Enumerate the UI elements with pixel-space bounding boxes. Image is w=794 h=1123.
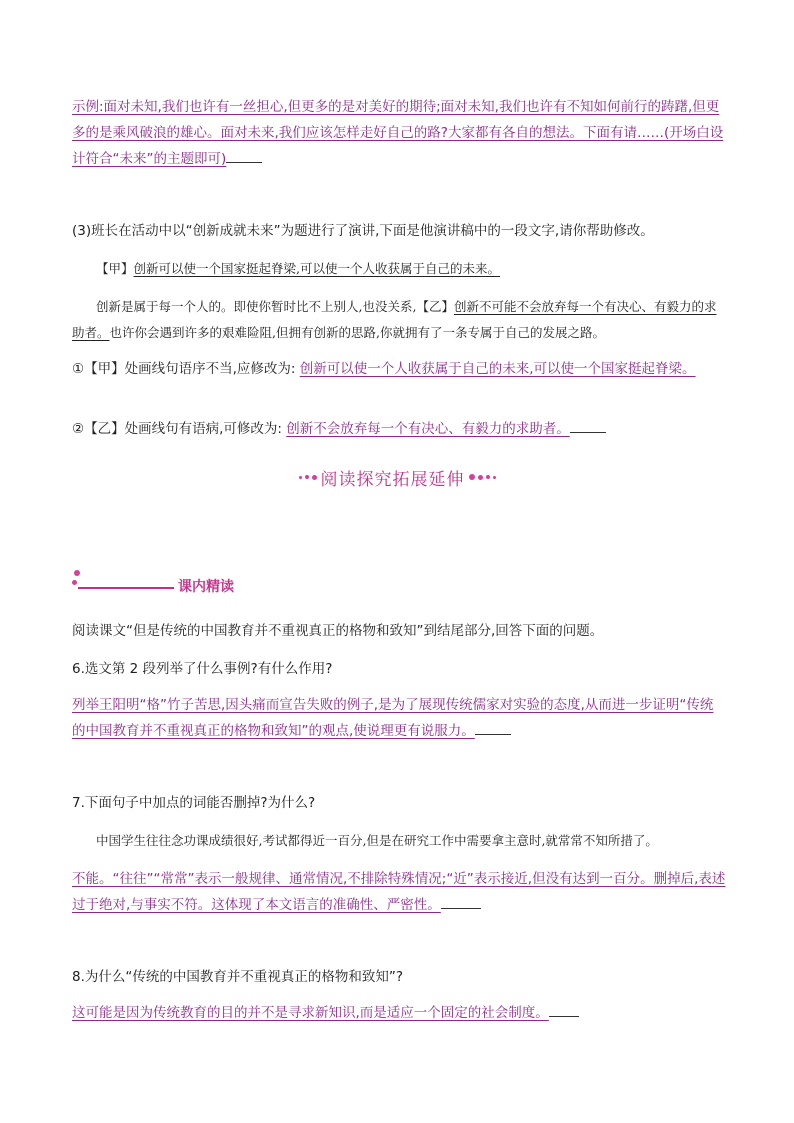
section-title: 课内精读	[178, 579, 234, 595]
q6-answer-text: 列举王阳明“格”竹子苦思,因头痛而宣告失败的例子,是为了展现传统儒家对实验的态度,从而进一步证明“传统的中国教育并不重视真正的格物和致知”的观点,使说理更有说服力。	[72, 697, 714, 739]
reading-intro: 阅读课文“但是传统的中国教育并不重视真正的格物和致知”到结尾部分,回答下面的问题。	[72, 623, 604, 639]
sub2-label: ②【乙】处画线句有语病,可修改为:	[72, 421, 282, 437]
answer-blank-line	[475, 718, 511, 735]
paragraph-start: 创新是属于每一个人的。即使你暂时比不上别人,也没关系,	[96, 299, 417, 314]
example-answer	[72, 94, 726, 172]
answer-blank-line	[549, 1000, 579, 1017]
yi-mark: 【乙】	[416, 299, 454, 314]
q6-answer	[72, 692, 726, 744]
q3-jia-sentence	[72, 256, 726, 282]
sub1-label: ①【甲】处画线句语序不当,应修改为:	[72, 361, 296, 377]
section-banner	[282, 462, 512, 492]
answer-blank-line	[441, 892, 481, 909]
q8-answer-text: 这可能是因为传统教育的目的并不是寻求新知识,而是适应一个固定的社会制度。	[72, 1005, 549, 1021]
q3-sub1	[72, 356, 726, 382]
banner-dots-right-icon	[469, 474, 496, 480]
answer-blank-line	[570, 416, 606, 433]
answer-blank-line	[226, 146, 262, 163]
example-answer-text: 示例:面对未知,我们也许有一丝担心,但更多的是对美好的期待;面对未知,我们也许有不知如何前行的踌躇,但更多的是乘风破浪的雄心。面对未来,我们应该怎样走好自己的路?大家都有各自的想法。下面有请……(开场白设计符合“未来”的主题即可)	[72, 99, 724, 167]
q3-paragraph	[72, 294, 726, 346]
banner-dots-left-icon	[299, 475, 317, 480]
q7-answer	[72, 866, 726, 918]
section-header	[72, 570, 372, 606]
q6-question: 6.选文第 2 段列举了什么事例?有什么作用?	[72, 661, 333, 677]
section-dot-icon	[74, 570, 80, 576]
banner-title: 阅读探究拓展延伸	[320, 469, 465, 490]
q3-sub2	[72, 416, 726, 442]
yi-underlined-sentence: 创新不可能不会放弃每一个有决心、有毅力的求助者。	[72, 299, 717, 340]
q3-prompt: (3)班长在活动中以“创新成就未来”为题进行了演讲,下面是他演讲稿中的一段文字,请你帮助修改。	[72, 223, 654, 239]
q7-quote: 中国学生往往念功课成绩很好,考试都得近一百分,但是在研究工作中需要拿主意时,就常常不知所措了。	[96, 833, 658, 848]
q8-question: 8.为什么“传统的中国教育并不重视真正的格物和致知”?	[72, 969, 404, 985]
jia-underlined-sentence: 创新可以使一个国家挺起脊梁,可以使一个人收获属于自己的未来。	[133, 261, 500, 276]
sub1-answer: 创新可以使一个人收获属于自己的未来,可以使一个国家挺起脊梁。	[299, 361, 696, 377]
section-decor-line	[78, 587, 174, 589]
sub2-answer: 创新不会放弃每一个有决心、有毅力的求助者。	[286, 421, 570, 437]
jia-mark: 【甲】	[96, 261, 134, 276]
q7-question: 7.下面句子中加点的词能否删掉?为什么?	[72, 795, 316, 811]
paragraph-end: 也许你会遇到许多的艰难险阻,但拥有创新的思路,你就拥有了一条专属于自己的发展之路。	[109, 325, 605, 340]
q7-answer-text: 不能。“往往”“常常”表示一般规律、通常情况,不排除特殊情况;“近”表示接近,但没有达到一百分。删掉后,表述过于绝对,与事实不符。这体现了本文语言的准确性、严密性。	[72, 871, 726, 913]
q8-answer	[72, 1000, 726, 1026]
section-dot-icon	[72, 580, 77, 585]
